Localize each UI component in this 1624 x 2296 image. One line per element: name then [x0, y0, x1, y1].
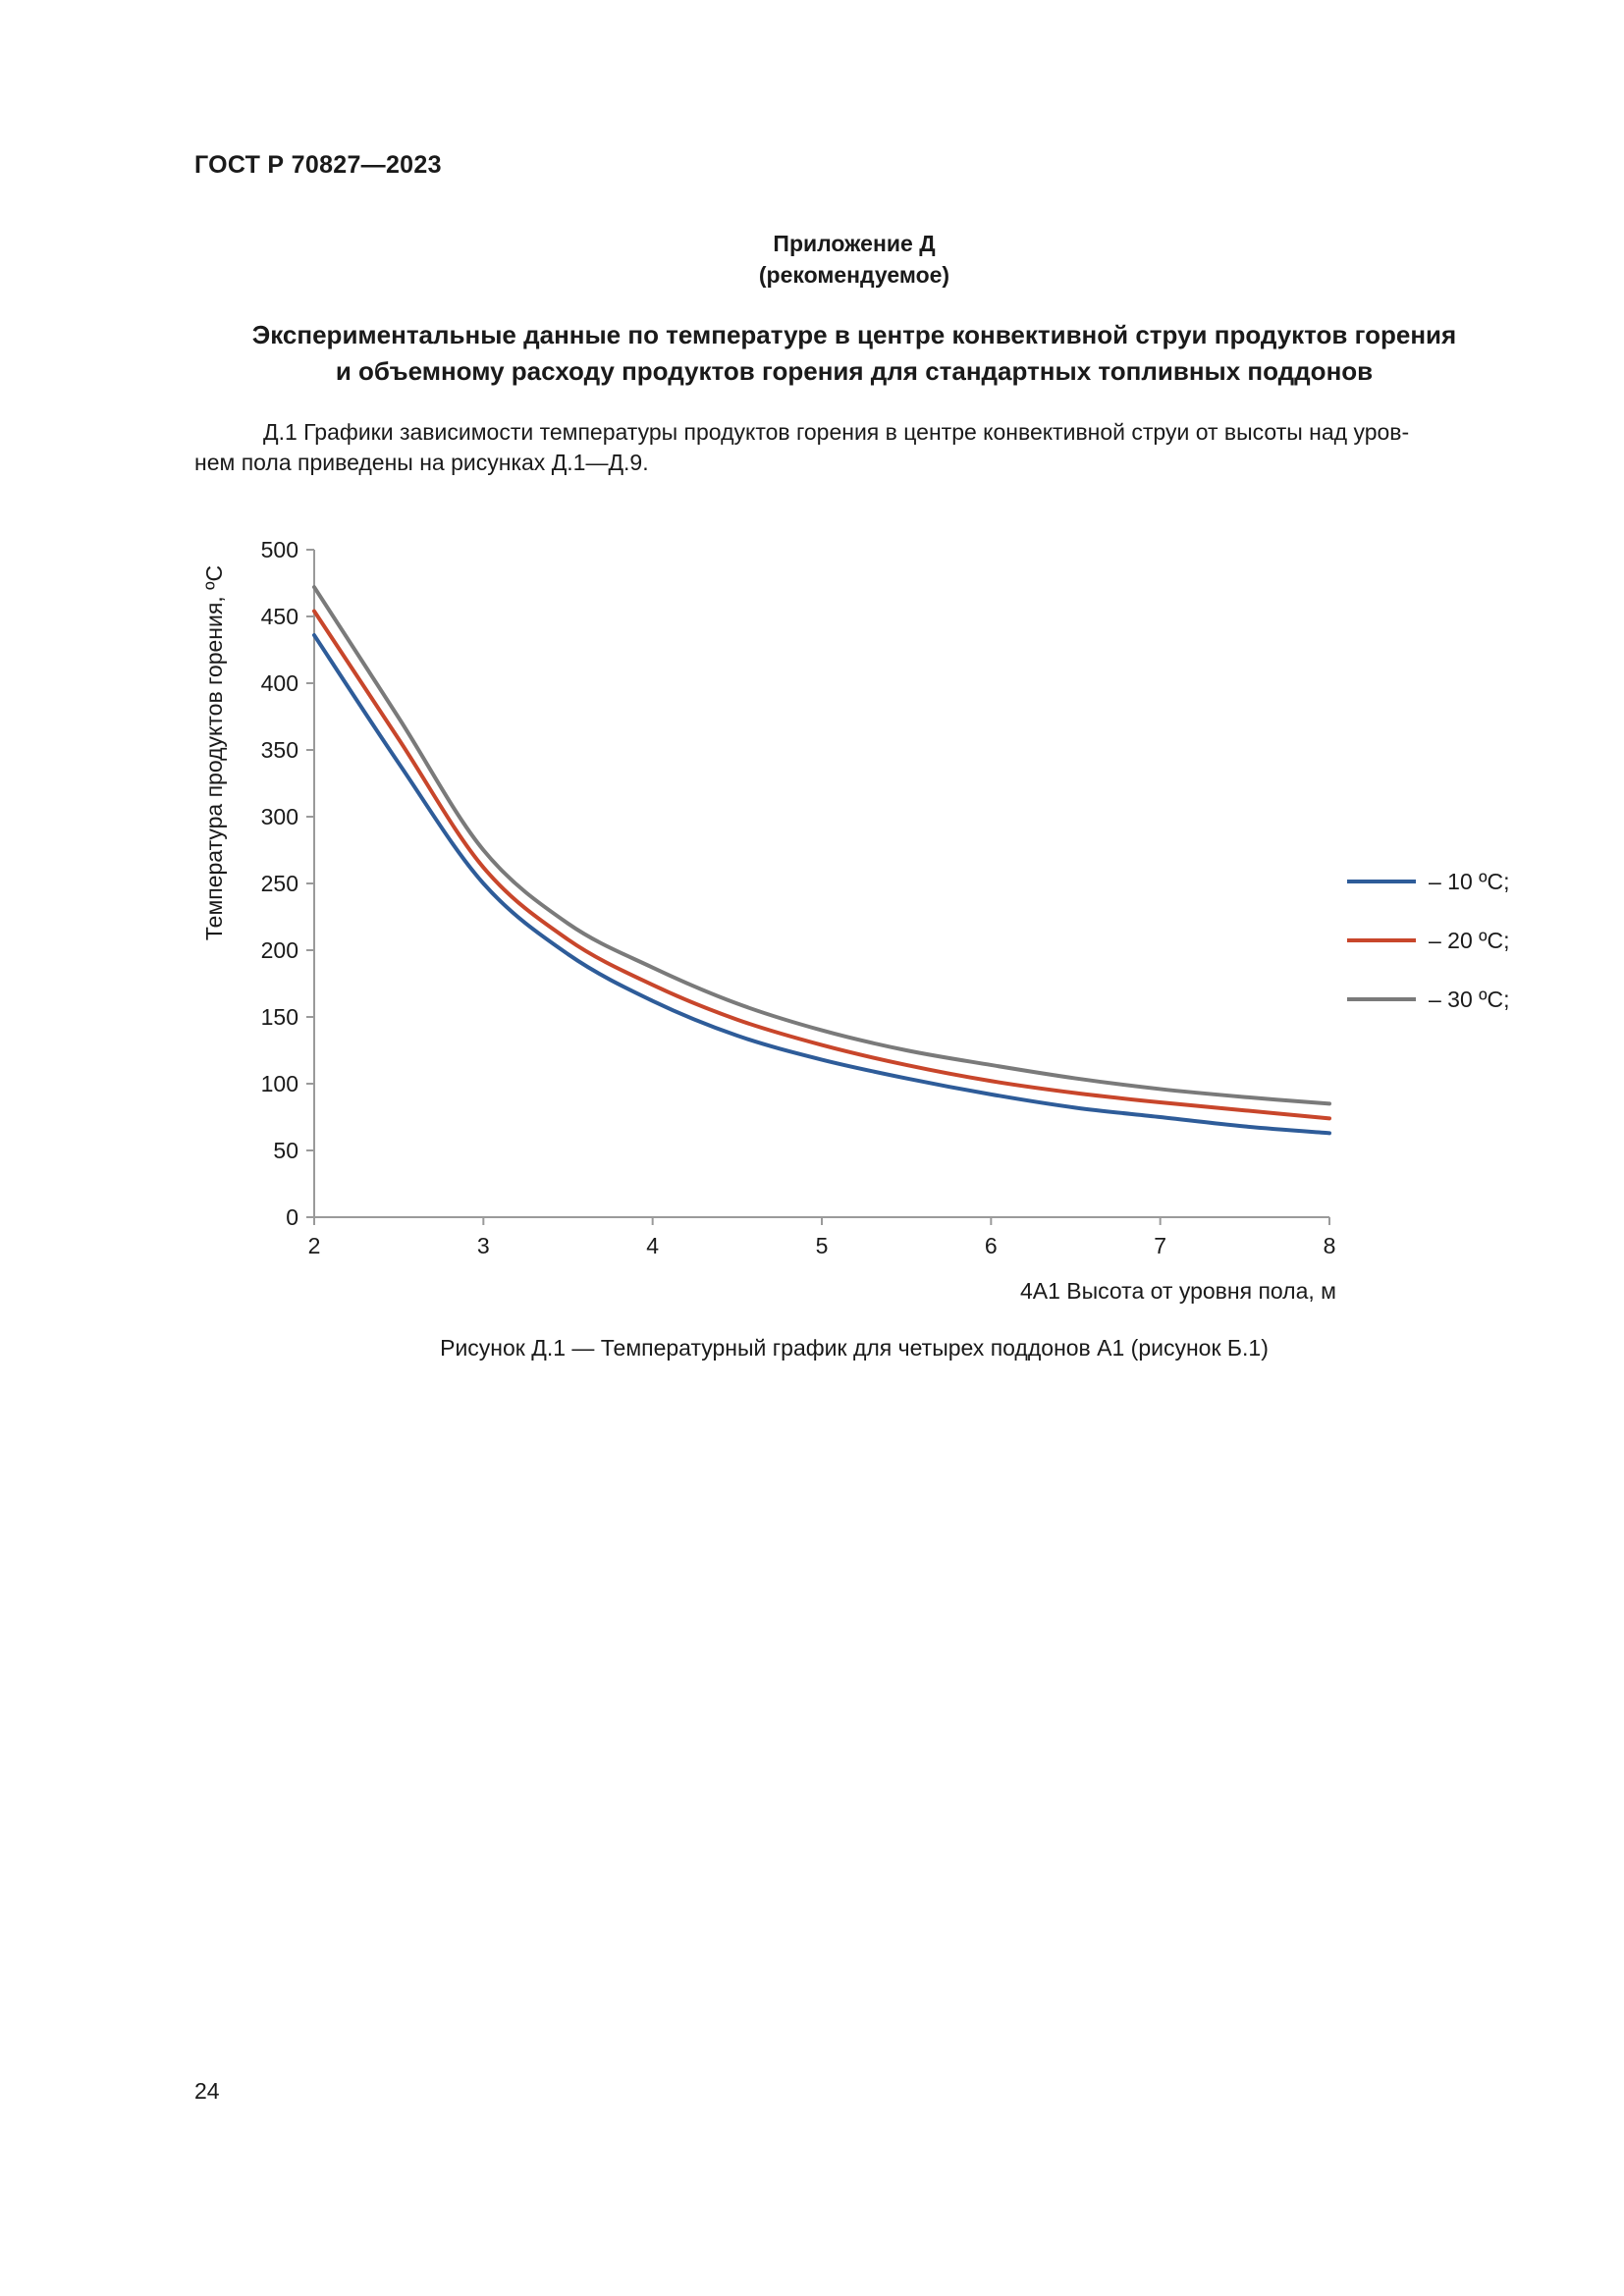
x-axis-label: 4А1 Высота от уровня пола, м — [1019, 1278, 1336, 1304]
x-tick-label: 3 — [476, 1233, 490, 1258]
x-tick-label: 7 — [1154, 1233, 1167, 1258]
chart-series — [314, 587, 1329, 1133]
y-axis-label: Температура продуктов горения, ºС — [201, 564, 227, 941]
page-number: 24 — [194, 2078, 220, 2104]
x-tick-label: 6 — [984, 1233, 998, 1258]
y-tick-label: 200 — [260, 937, 298, 963]
x-tick-label: 8 — [1323, 1233, 1336, 1258]
chart-legend — [1347, 869, 1510, 1012]
x-tick-label: 5 — [815, 1233, 829, 1258]
legend-label: – 30 ºС; — [1429, 987, 1510, 1012]
y-tick-labels — [261, 537, 298, 1230]
x-tick-label: 4 — [646, 1233, 660, 1258]
paragraph-line1: Д.1 Графики зависимости температуры продуктов горения в центре конвективной струи от высоты над уров- — [263, 419, 1410, 445]
y-tick-label: 250 — [260, 871, 298, 896]
y-tick-label: 50 — [273, 1138, 298, 1163]
section-title-line2: и объемному расходу продуктов горения для стандартных топливных поддонов — [335, 356, 1374, 386]
y-tick-label: 100 — [260, 1071, 298, 1096]
y-tick-label: 0 — [286, 1204, 298, 1230]
legend-label: – 10 ºС; — [1429, 869, 1510, 894]
y-tick-label: 300 — [260, 804, 298, 829]
chart-axes — [306, 550, 1329, 1225]
y-tick-label: 350 — [260, 737, 298, 763]
section-title-line1: Экспериментальные данные по температуре в центре конвективной струи продуктов горения — [251, 320, 1457, 349]
series-line — [314, 635, 1329, 1133]
document-code: ГОСТ Р 70827—2023 — [194, 151, 442, 179]
paragraph-line2: нем пола приведены на рисунках Д.1—Д.9. — [194, 450, 649, 475]
x-tick-labels — [308, 1233, 1336, 1258]
y-tick-label: 150 — [260, 1004, 298, 1030]
y-tick-label: 500 — [260, 537, 298, 562]
y-tick-label: 450 — [260, 604, 298, 629]
legend-label: – 20 ºС; — [1429, 928, 1510, 953]
figure-caption: Рисунок Д.1 — Температурный график для четырех поддонов А1 (рисунок Б.1) — [440, 1335, 1269, 1361]
y-tick-label: 400 — [260, 670, 298, 696]
appendix-title: Приложение Д — [773, 231, 936, 256]
appendix-type: (рекомендуемое) — [758, 262, 950, 288]
x-tick-label: 2 — [307, 1233, 321, 1258]
